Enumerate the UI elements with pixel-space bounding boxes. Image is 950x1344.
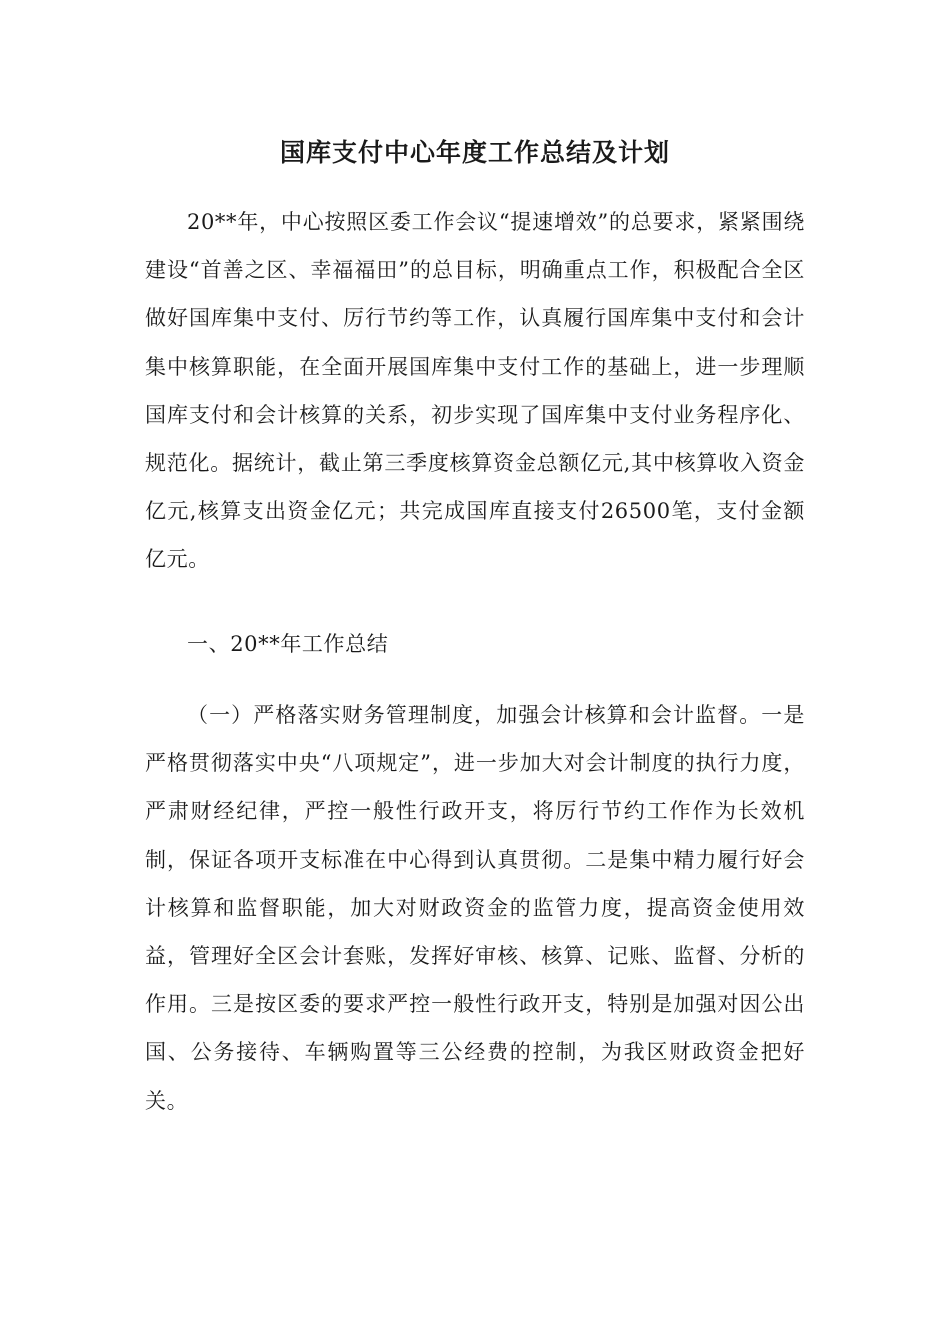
document-title: 国库支付中心年度工作总结及计划 (279, 138, 670, 167)
section-heading: 一、20**年工作总结 (187, 632, 389, 656)
section-paragraph: （一）严格落实财务管理制度，加强会计核算和会计监督。一是严格贯彻落实中央“八项规定”，进一步加大对会计制度的执行力度，严肃财经纪律，严控一般性行政开支，将厉行节约工作作为长效机制，保证各项开支标准在中心得到认真贯彻。二是集中精力履行好会计核算和监督职能，加大对财政资金的监管力度，提高资金使用效益，管理好全区会计套账，发挥好审核、核算、记账、监督、分析的作用。三是按区委的要求严控一般性行政开支，特别是加强对因公出国、公务接待、车辆购置等三公经费的控制，为我区财政资金把好关。 (145, 703, 805, 1113)
intro-paragraph: 20**年，中心按照区委工作会议“提速增效”的总要求，紧紧围绕建设“首善之区、幸福福田”的总目标，明确重点工作，积极配合全区做好国库集中支付、厉行节约等工作，认真履行国库集中支付和会计集中核算职能，在全面开展国库集中支付工作的基础上，进一步理顺国库支付和会计核算的关系，初步实现了国库集中支付业务程序化、规范化。据统计，截止第三季度核算资金总额亿元,其中核算收入资金亿元,核算支出资金亿元；共完成国库直接支付26500笔，支付金额亿元。 (145, 210, 805, 572)
